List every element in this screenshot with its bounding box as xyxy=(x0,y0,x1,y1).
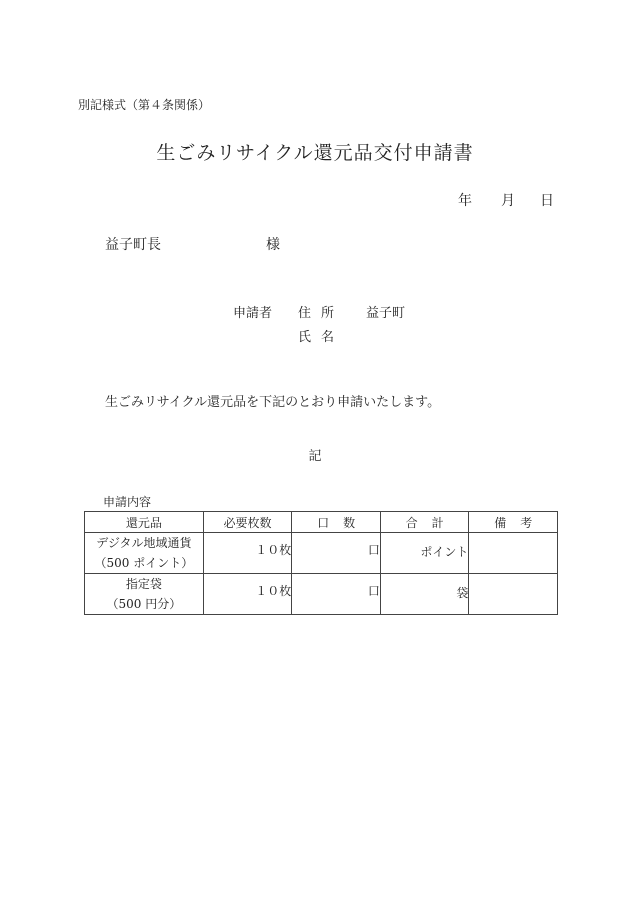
date-month: 月 xyxy=(501,193,515,209)
count-cell: １０枚 xyxy=(203,529,292,570)
remarks-cell[interactable] xyxy=(469,533,558,574)
item-detail: （500 ポイント） xyxy=(94,556,194,570)
form-label: 別記様式（第４条関係） xyxy=(78,98,211,112)
total-unit: ポイント xyxy=(420,545,469,559)
addressee-name: 益子町長 xyxy=(105,237,161,253)
item-detail: （500 円分） xyxy=(106,597,182,611)
total-unit: 袋 xyxy=(456,586,469,600)
remarks-cell[interactable] xyxy=(469,574,558,615)
total-cell[interactable] xyxy=(380,533,469,574)
date-year: 年 xyxy=(458,193,472,209)
applicant-label: 申請者 xyxy=(233,306,273,321)
count-cell: １０枚 xyxy=(203,570,292,611)
date-day: 日 xyxy=(540,193,554,209)
table-row xyxy=(85,533,558,574)
total-cell[interactable] xyxy=(380,574,469,615)
address-value: 益子町 xyxy=(366,306,406,321)
header-total: 合計 xyxy=(380,512,469,533)
request-statement: 生ごみリサイクル還元品を下記のとおり申請いたします。 xyxy=(105,395,441,410)
items-table xyxy=(84,511,558,615)
section-label: 申請内容 xyxy=(103,495,152,509)
header-count: 必要枚数 xyxy=(203,512,292,533)
item-name: 指定袋 xyxy=(125,577,162,591)
name-label: 氏名 xyxy=(298,330,345,345)
kuchi-cell[interactable]: 口 xyxy=(292,529,381,570)
header-kuchi: 口数 xyxy=(292,512,381,533)
ki-heading: 記 xyxy=(308,449,322,464)
kuchi-cell[interactable]: 口 xyxy=(292,570,381,611)
address-label: 住所 xyxy=(298,306,345,321)
document-title: 生ごみリサイクル還元品交付申請書 xyxy=(156,142,474,164)
header-remarks: 備考 xyxy=(469,512,558,533)
table-row xyxy=(85,574,558,615)
item-name-cell xyxy=(85,574,204,615)
item-name-cell xyxy=(85,533,204,574)
header-item: 還元品 xyxy=(85,512,204,533)
item-name: デジタル地域通貨 xyxy=(96,536,192,550)
addressee-honorific: 様 xyxy=(266,237,280,253)
